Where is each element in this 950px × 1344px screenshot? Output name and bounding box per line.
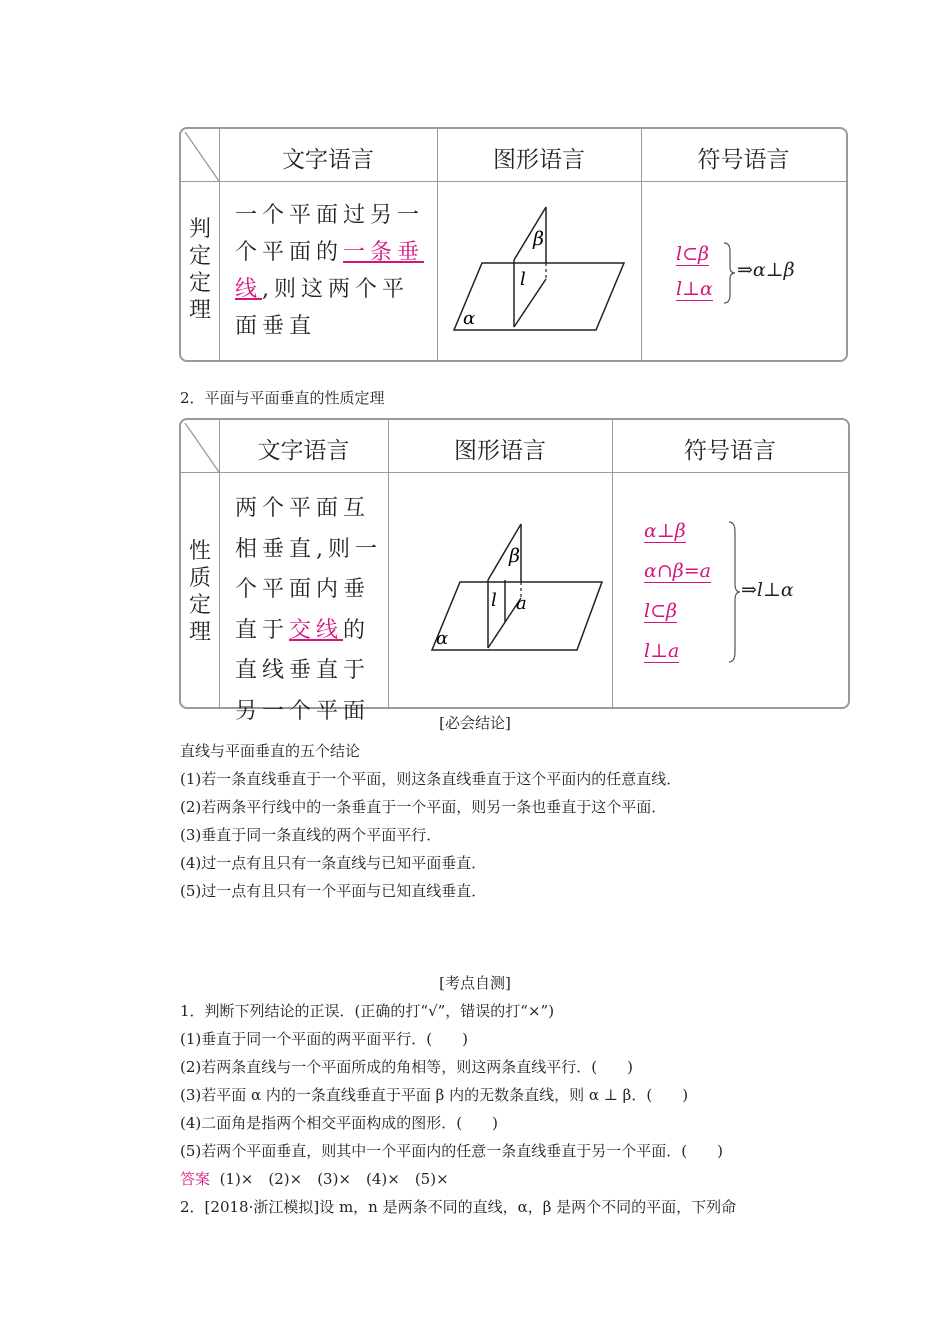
svg-text:α: α xyxy=(436,628,449,649)
judgment-text: 一个平面过另一个平面的一条垂线,则这两个平面垂直 xyxy=(235,203,425,339)
result-l-perp-alpha: ⇒l⊥α xyxy=(741,579,794,601)
svg-text:β: β xyxy=(533,228,544,250)
symbol-l-subset-beta: l⊂β xyxy=(644,600,677,622)
svg-text:α: α xyxy=(463,308,476,329)
header-text-language: 文字语言 xyxy=(282,147,374,173)
perpendicular-planes-figure xyxy=(449,195,629,335)
corner-diagonal xyxy=(181,129,219,181)
symbol-alpha-perp-beta: α⊥β xyxy=(644,520,686,542)
conclusion-item: (1)若一条直线垂直于一个平面，则这条直线垂直于这个平面内的任意直线． xyxy=(180,770,682,788)
answer-line xyxy=(180,1168,449,1189)
property-text: 两个平面互相垂直,则一个平面内垂直于交线的直线垂直于另一个平面 xyxy=(235,496,382,724)
judgment-item: (3)若平面 α 内的一条直线垂直于平面 β 内的无数条直线，则 α ⊥ β．( ) xyxy=(180,1086,689,1104)
conclusion-item: (5)过一点有且只有一个平面与已知直线垂直． xyxy=(180,882,487,900)
question-2: 2．[2018·浙江模拟]设 m，n 是两条不同的直线，α，β 是两个不同的平面，下列命 xyxy=(180,1198,737,1216)
svg-text:β: β xyxy=(509,545,520,567)
svg-text:l: l xyxy=(491,590,497,611)
selftest-title: [考点自测] xyxy=(439,974,511,992)
symbol-l-perp-alpha: l⊥α xyxy=(676,278,713,300)
judgment-item: (4)二面角是指两个相交平面构成的图形．( ) xyxy=(180,1114,498,1132)
symbol-l-subset-beta: l⊂β xyxy=(676,243,709,265)
header-symbol-language: 符号语言 xyxy=(697,147,790,173)
section2-title: 2．平面与平面垂直的性质定理 xyxy=(180,389,385,407)
symbol-l-perp-a: l⊥a xyxy=(644,640,680,662)
conclusions-subtitle: 直线与平面垂直的五个结论 xyxy=(180,742,361,760)
question-1: 1．判断下列结论的正误．(正确的打“√”，错误的打“×”) xyxy=(180,1002,555,1020)
judgment-theorem-table xyxy=(179,127,848,362)
answer-label: 答案 xyxy=(180,1170,211,1188)
conclusion-item: (3)垂直于同一条直线的两个平面平行． xyxy=(180,826,442,844)
conclusions-title: [必会结论] xyxy=(439,714,511,732)
conclusion-item: (2)若两条平行线中的一条垂直于一个平面，则另一条也垂直于这个平面． xyxy=(180,798,667,816)
result-alpha-perp-beta: ⇒α⊥β xyxy=(737,259,795,281)
svg-text:l: l xyxy=(520,269,526,290)
right-brace xyxy=(722,241,736,305)
header-figure-language: 图形语言 xyxy=(493,147,585,173)
right-brace xyxy=(727,520,741,664)
judgment-item: (1)垂直于同一个平面的两平面平行．( ) xyxy=(180,1030,468,1048)
perpendicular-planes-figure xyxy=(427,520,607,652)
answer-text: (1)× (2)× (3)× (4)× (5)× xyxy=(219,1170,449,1188)
symbol-intersection: α∩β=a xyxy=(644,560,711,582)
header-figure-language: 图形语言 xyxy=(454,438,546,464)
corner-diagonal xyxy=(181,420,219,472)
header-text-language: 文字语言 xyxy=(257,438,350,464)
svg-text:a: a xyxy=(516,593,527,614)
row-label-judgment: 判 定 定 理 xyxy=(188,217,211,323)
judgment-item: (5)若两个平面垂直，则其中一个平面内的任意一条直线垂直于另一个平面．( ) xyxy=(180,1142,723,1160)
header-symbol-language: 符号语言 xyxy=(684,438,776,464)
judgment-item: (2)若两条直线与一个平面所成的角相等，则这两条直线平行．( ) xyxy=(180,1058,633,1076)
row-label-property: 性 质 定 理 xyxy=(188,539,211,645)
conclusion-item: (4)过一点有且只有一条直线与已知平面垂直． xyxy=(180,854,487,872)
